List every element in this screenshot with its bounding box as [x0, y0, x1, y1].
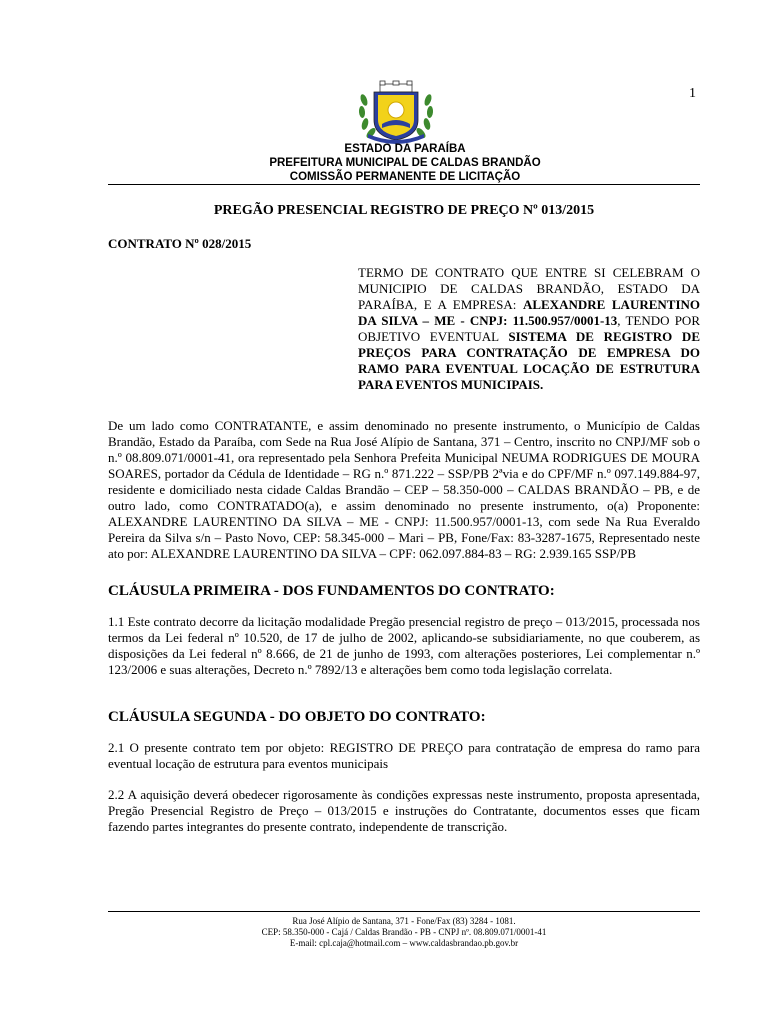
contract-summary	[358, 265, 700, 393]
summary-text-2: , TENDO POR OBJETIVO EVENTUAL	[358, 313, 700, 344]
footer-contact: E-mail: cpl.caja@hotmail.com – www.caldasbrandao.pb.gov.br	[289, 938, 519, 948]
page-number: 1	[689, 86, 696, 101]
clause-2-heading: CLÁUSULA SEGUNDA - DO OBJETO DO CONTRATO:	[108, 709, 486, 725]
letterhead	[180, 142, 630, 184]
municipality-name: PREFEITURA MUNICIPAL DE CALDAS BRANDÃO	[269, 157, 541, 169]
summary-company: ALEXANDRE LAURENTINO DA SILVA – ME - CNPJ: 11.500.957/0001-13	[358, 297, 701, 328]
commission-name: COMISSÃO PERMANENTE DE LICITAÇÃO	[289, 171, 521, 183]
state-name: ESTADO DA PARAÍBA	[344, 143, 466, 155]
parties-paragraph: De um lado como CONTRATANTE, e assim denominado no presente instrumento, o Município de Caldas Brandão, Estado da Paraíba, com Sede na Rua José Alípio de Santana, 371 – Centro, inscrito no CNPJ/MF sob o n.º 08.809.071/0001-41, ora representado pela Senhora Prefeita Municipal NEUMA RODRIGUES DE MOURA SOARES, portador da Cédula de Identidade – RG n.º 871.222 – SSP/PB 2ªvia e do CPF/MF n.º 097.149.884-97, residente e domiciliado nesta cidade Caldas Brandão – CEP – 58.350-000 – CALDAS BRANDÃO – PB, e de outro lado, como CONTRATADO(a), e assim denominado no presente instrumento, o(a) Proponente: ALEXANDRE LAURENTINO DA SILVA – ME - CNPJ: 11.500.957/0001-13, com sede Na Rua Everaldo Pereira da Silva s/n – Pasto Novo, CEP: 58.345-000 – Mari – PB, Fone/Fax: 83-3287-1675, Representado neste ato por: ALEXANDRE LAURENTINO DA SILVA – CPF: 062.097.884-83 – RG: 2.939.165 SSP/PB	[108, 418, 700, 561]
contract-number: CONTRATO Nº 028/2015	[108, 236, 252, 251]
footer-cep-cnpj: CEP: 58.350-000 - Cajá / Caldas Brandão - PB - CNPJ nº. 08.809.071/0001-41	[261, 927, 547, 937]
crown-icon	[380, 81, 412, 92]
document-title: PREGÃO PRESENCIAL REGISTRO DE PREÇO Nº 013/2015	[213, 203, 595, 218]
clause-2-paragraph-2: 2.2 A aquisição deverá obedecer rigorosamente às condições expressas neste instrumento, proposta apresentada, Pregão Presencial Registro de Preço – 013/2015 e instruções do Contratante, documentos esses que ficam fazendo partes integrantes do presente contrato, independente de transcrição.	[108, 787, 700, 834]
clause-1-paragraph-1: 1.1 Este contrato decorre da licitação modalidade Pregão presencial registro de preço – 013/2015, processada nos termos da Lei federal nº 10.520, de 17 de julho de 2002, aplicando-se subsidiariamente, no que couberem, as disposições da Lei federal nº 8.666, de 21 de junho de 1993, com alterações posteriores, Lei complementar n.º 123/2006 e suas alterações, Decreto n.º 7892/13 e alterações bem como toda legislação correlata.	[108, 614, 700, 677]
sun-icon	[388, 102, 404, 118]
footer-address: Rua José Alípio de Santana, 371 - Fone/Fax (83) 3284 - 1081.	[292, 916, 516, 926]
clause-2-paragraph-1: 2.1 O presente contrato tem por objeto: REGISTRO DE PREÇO para contratação de empresa do ramo para eventual locação de estrutura para eventos municipais	[108, 740, 700, 771]
clause-1-heading: CLÁUSULA PRIMEIRA - DOS FUNDAMENTOS DO CONTRATO:	[108, 583, 555, 599]
footer	[108, 916, 700, 949]
municipal-crest-icon	[356, 80, 436, 144]
header-divider	[108, 184, 700, 185]
summary-text-1: TERMO DE CONTRATO QUE ENTRE SI CELEBRAM O MUNICIPIO DE CALDAS BRANDÃO, ESTADO DA PARAÍBA, E A EMPRESA:	[358, 265, 700, 312]
footer-divider	[108, 911, 700, 912]
summary-object: SISTEMA DE REGISTRO DE PREÇOS PARA CONTRATAÇÃO DE EMPRESA DO RAMO PARA EVENTUAL LOCAÇÃO DE ESTRUTURA PARA EVENTOS MUNICIPAIS.	[358, 329, 700, 392]
